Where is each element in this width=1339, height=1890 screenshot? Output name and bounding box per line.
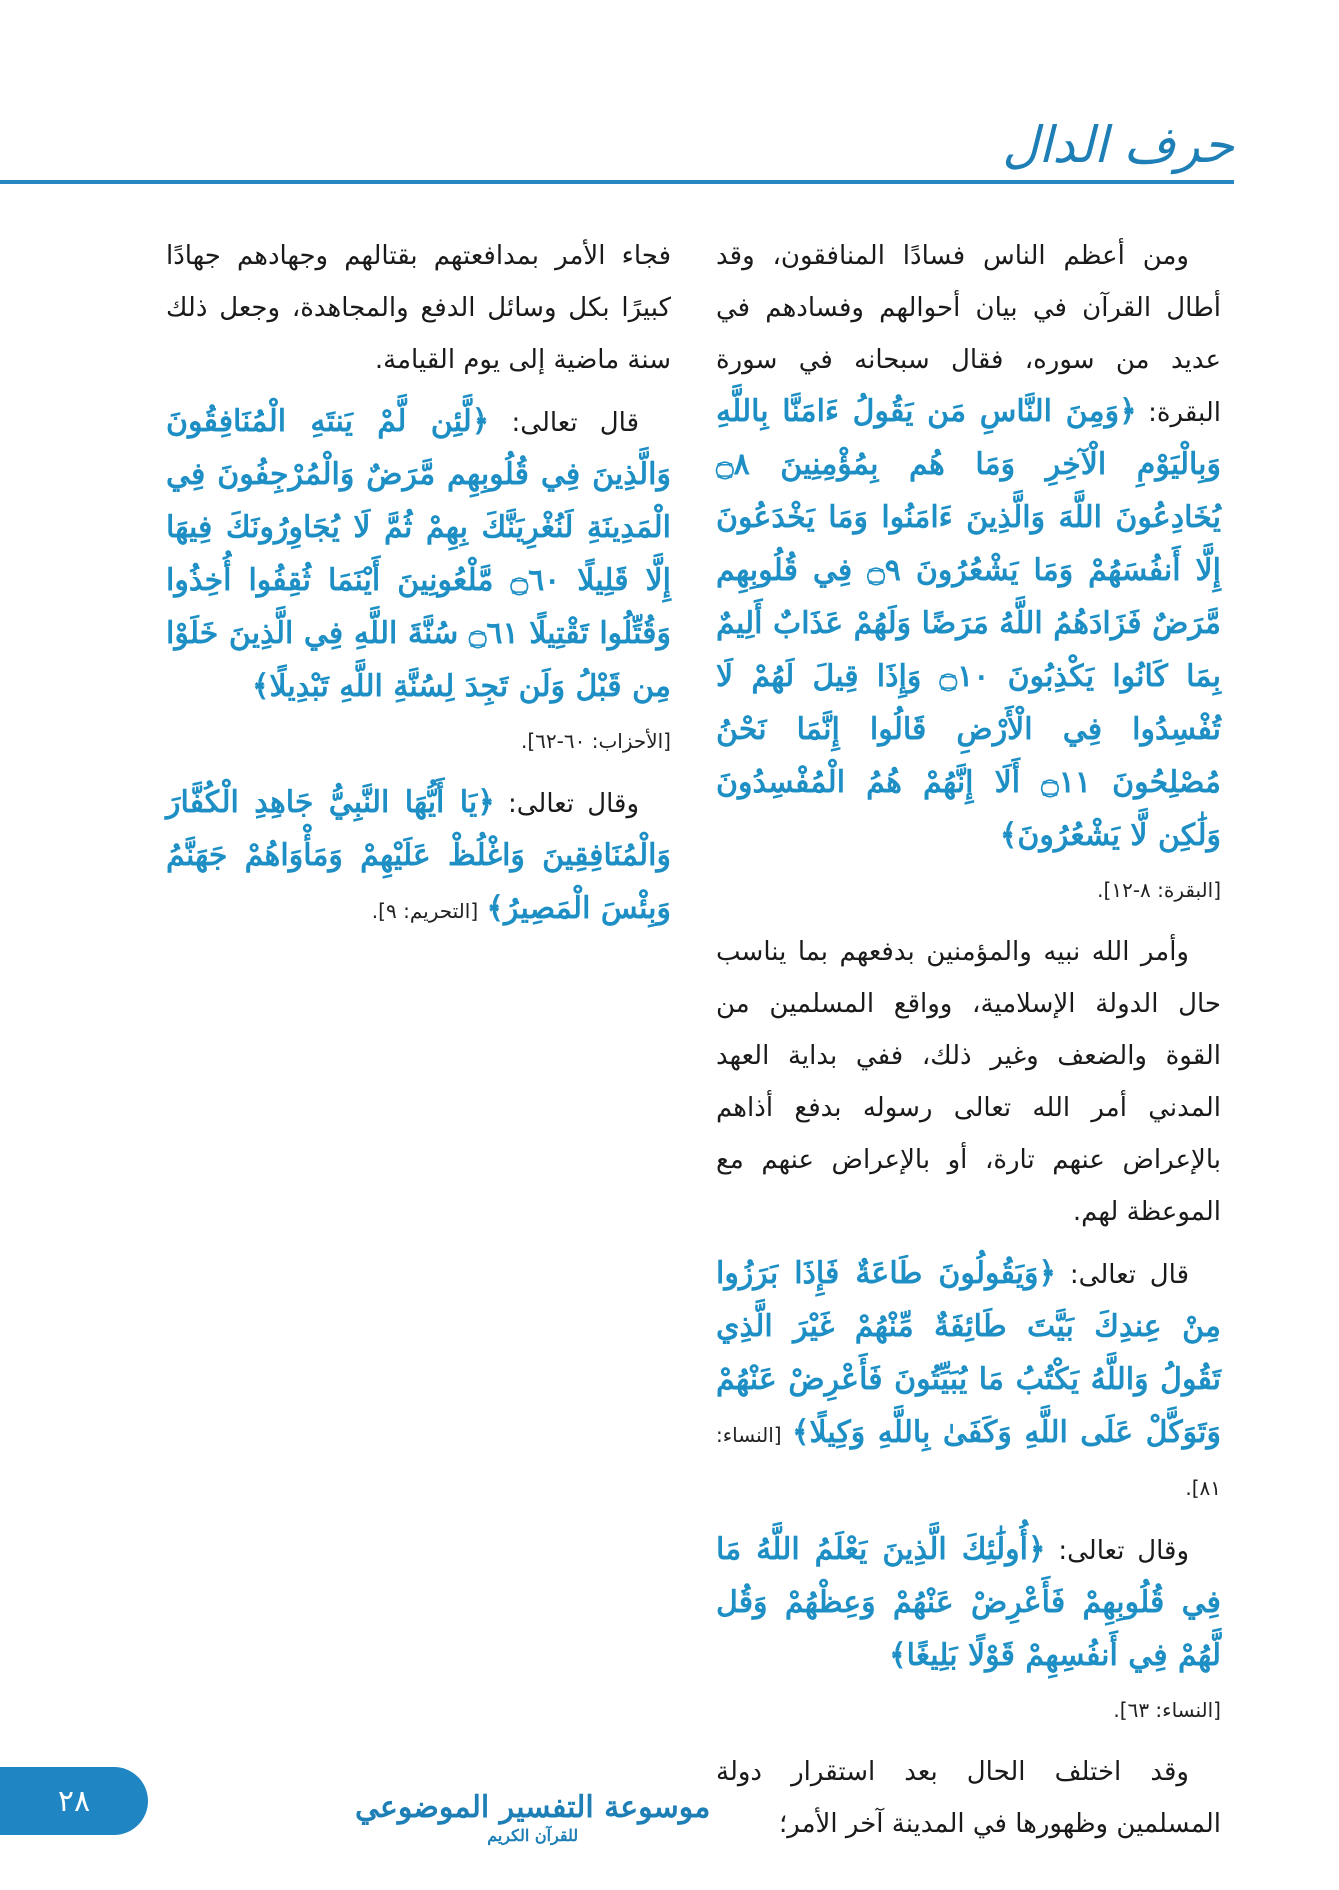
paragraph-change — [716, 1746, 1221, 1850]
header-divider — [0, 180, 1234, 184]
paragraph-command — [716, 926, 1221, 1238]
verse-reference: [التحريم: ٩]. — [371, 899, 479, 923]
logo-sub-text: للقرآن الكريم — [487, 1826, 579, 1845]
verse-reference: [النساء: ٨١]. — [716, 1423, 1221, 1500]
paragraph-text: وقد اختلف الحال بعد استقرار دولة المسلمين وظهورها في المدينة آخر الأمر؛ — [716, 1757, 1221, 1839]
quote-lead: وقال تعالى: — [507, 789, 640, 819]
quran-verse: ﴿وَمِنَ النَّاسِ مَن يَقُولُ ءَامَنَّا بِاللَّهِ وَبِالْيَوْمِ الْآخِرِ وَمَا هُم بِمُؤْمِنِينَ ۝٨ يُخَادِعُونَ اللَّهَ وَالَّذِينَ ءَامَنُوا وَمَا يَخْدَعُونَ إِلَّا أَنفُسَهُمْ وَمَا يَشْعُرُونَ ۝٩ فِي قُلُوبِهِم مَّرَضٌ فَزَادَهُمُ اللَّهُ مَرَضًا وَلَهُمْ عَذَابٌ أَلِيمٌ بِمَا كَانُوا يَكْذِبُونَ ۝١٠ وَإِذَا قِيلَ لَهُمْ لَا تُفْسِدُوا فِي الْأَرْضِ قَالُوا إِنَّمَا نَحْنُ مُصْلِحُونَ ۝١١ أَلَا إِنَّهُمْ هُمُ الْمُفْسِدُونَ وَلَٰكِن لَّا يَشْعُرُونَ﴾ — [716, 394, 1222, 853]
quote-lead: قال تعالى: — [511, 408, 639, 438]
paragraph-quote-2 — [716, 1524, 1221, 1736]
page-number-badge — [0, 1767, 148, 1835]
quote-lead: وقال تعالى: — [1058, 1536, 1190, 1566]
verse-reference: [الأحزاب: ٦٠-٦٢]. — [520, 729, 671, 753]
right-column — [716, 230, 1221, 1860]
paragraph-hypocrites — [716, 230, 1221, 916]
paragraph-quote-3 — [166, 396, 671, 767]
chapter-title: حرف الدال — [1002, 116, 1234, 174]
quran-verse: ﴿يَا أَيُّهَا النَّبِيُّ جَاهِدِ الْكُفَّارَ وَالْمُنَافِقِينَ وَاغْلُظْ عَلَيْهِمْ وَمَأْوَاهُمْ جَهَنَّمُ وَبِئْسَ الْمَصِيرُ﴾ — [166, 785, 671, 926]
encyclopedia-logo — [355, 1790, 710, 1846]
paragraph-quote-1 — [716, 1248, 1221, 1514]
page-number: ٢٨ — [57, 1783, 91, 1819]
quran-verse: ﴿أُولَٰئِكَ الَّذِينَ يَعْلَمُ اللَّهُ مَا فِي قُلُوبِهِمْ فَأَعْرِضْ عَنْهُمْ وَعِظْهُمْ وَقُل لَّهُمْ فِي أَنفُسِهِمْ قَوْلًا بَلِيغًا﴾ — [716, 1532, 1221, 1673]
logo-main-text: موسوعة التفسير الموضوعي — [355, 1790, 711, 1825]
quran-verse: ﴿لَّئِن لَّمْ يَنتَهِ الْمُنَافِقُونَ وَالَّذِينَ فِي قُلُوبِهِم مَّرَضٌ وَالْمُرْجِفُونَ فِي الْمَدِينَةِ لَنُغْرِيَنَّكَ بِهِمْ ثُمَّ لَا يُجَاوِرُونَكَ فِيهَا إِلَّا قَلِيلًا ۝٦٠ مَّلْعُونِينَ أَيْنَمَا ثُقِفُوا أُخِذُوا وَقُتِّلُوا تَقْتِيلًا ۝٦١ سُنَّةَ اللَّهِ فِي الَّذِينَ خَلَوْا مِن قَبْلُ وَلَن تَجِدَ لِسُنَّةِ اللَّهِ تَبْدِيلًا﴾ — [166, 404, 671, 704]
paragraph-text: وأمر الله نبيه والمؤمنين بدفعهم بما يناسب حال الدولة الإسلامية، وواقع المسلمين من القوة والضعف وغير ذلك، ففي بداية العهد المدني أمر الله تعالى رسوله بدفع أذاهم بالإعراض عنهم تارة، أو بالإعراض عنهم مع الموعظة لهم. — [716, 937, 1221, 1227]
paragraph-text: ومن أعظم الناس فسادًا المنافقون، وقد أطال القرآن في بيان أحوالهم وفسادهم في عديد من سوره، فقال سبحانه في سورة البقرة: — [716, 241, 1222, 428]
left-column — [166, 230, 671, 947]
verse-reference: [البقرة: ٨-١٢]. — [1097, 878, 1221, 902]
quran-verse: ﴿وَيَقُولُونَ طَاعَةٌ فَإِذَا بَرَزُوا مِنْ عِندِكَ بَيَّتَ طَائِفَةٌ مِّنْهُمْ غَيْرَ الَّذِي تَقُولُ وَاللَّهُ يَكْتُبُ مَا يُبَيِّتُونَ فَأَعْرِضْ عَنْهُمْ وَتَوَكَّلْ عَلَى اللَّهِ وَكَفَىٰ بِاللَّهِ وَكِيلًا﴾ — [716, 1256, 1221, 1450]
verse-reference: [النساء: ٦٣]. — [1113, 1698, 1221, 1722]
paragraph-jihad — [166, 230, 671, 386]
quote-lead: قال تعالى: — [1069, 1260, 1190, 1290]
paragraph-quote-4 — [166, 777, 671, 937]
paragraph-text: فجاء الأمر بمدافعتهم بقتالهم وجهادهم جهادًا كبيرًا بكل وسائل الدفع والمجاهدة، وجعل ذلك سنة ماضية إلى يوم القيامة. — [166, 241, 671, 375]
